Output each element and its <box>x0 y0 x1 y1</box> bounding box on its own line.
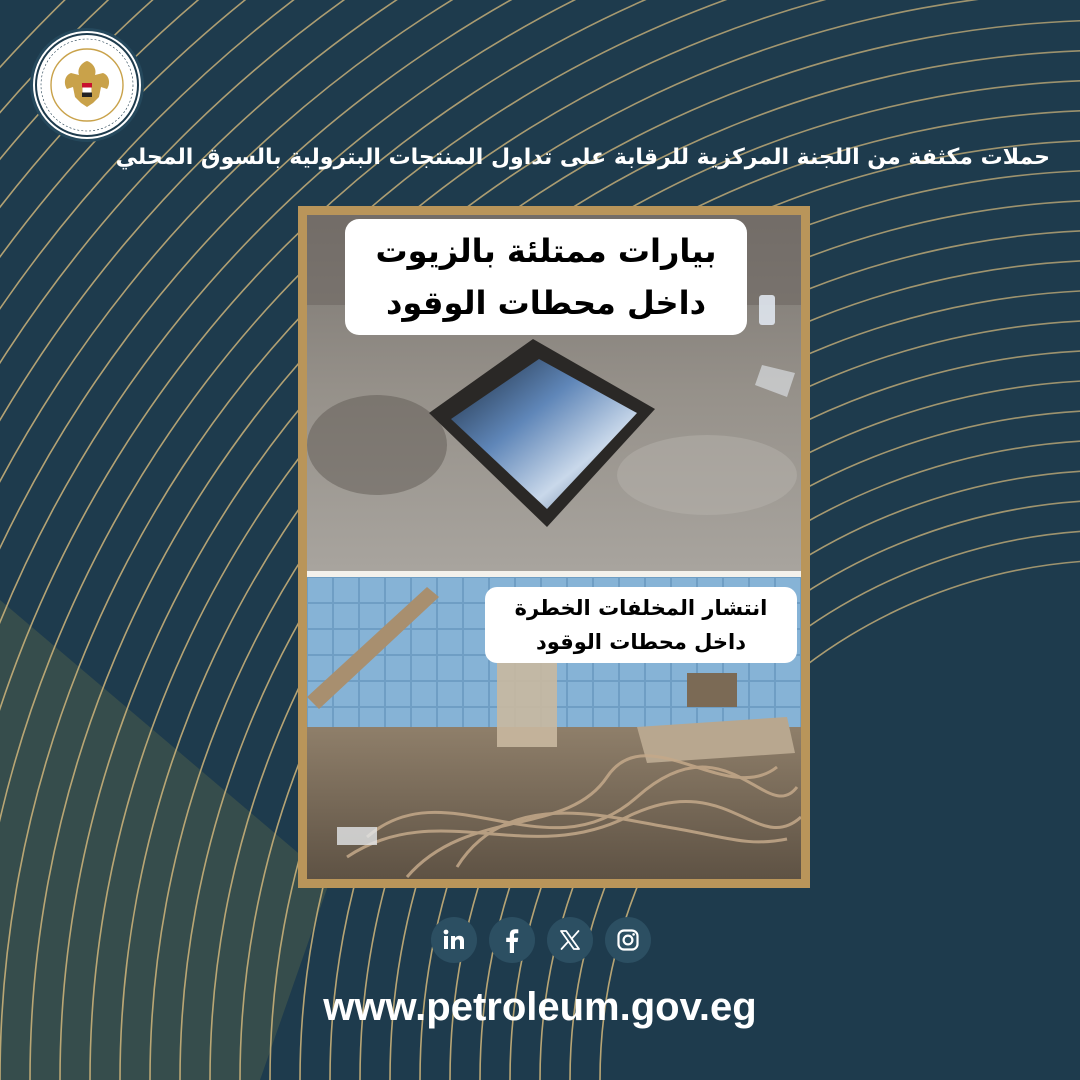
x-button[interactable] <box>547 917 593 963</box>
oil-pit-caption <box>345 219 747 335</box>
photo-panel <box>298 206 810 888</box>
facebook-icon <box>499 927 525 953</box>
hazardous-waste-caption-line1: انتشار المخلفات الخطرة <box>514 596 768 620</box>
page-headline: حملات مكثفة من اللجنة المركزية للرقابة على تداول المنتجات البترولية بالسوق المحلي <box>115 145 1050 170</box>
egypt-eagle-emblem-icon <box>33 31 141 139</box>
facebook-button[interactable] <box>489 917 535 963</box>
social-links <box>431 917 653 963</box>
instagram-button[interactable] <box>605 917 651 963</box>
hazardous-waste-caption-line2: داخل محطات الوقود <box>536 630 746 654</box>
linkedin-button[interactable] <box>431 917 477 963</box>
ministry-logo <box>33 31 141 139</box>
oil-pit-caption-line1: بيارات ممتلئة بالزيوت <box>375 232 717 270</box>
hazardous-waste-caption <box>485 587 797 663</box>
x-icon <box>558 928 582 952</box>
photo-panel-inner <box>307 215 801 879</box>
oil-pit-caption-line2: داخل محطات الوقود <box>386 284 706 322</box>
linkedin-icon <box>441 927 467 953</box>
instagram-icon <box>615 927 641 953</box>
website-url[interactable]: www.petroleum.gov.eg <box>323 985 757 1029</box>
